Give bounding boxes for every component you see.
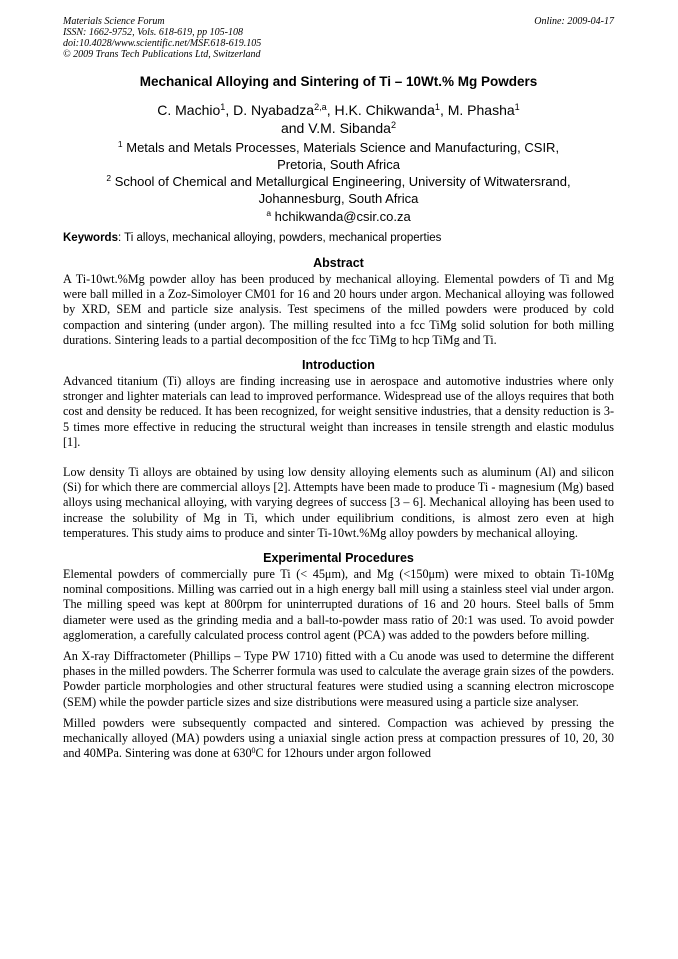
author-name: H.K. Chikwanda (334, 102, 435, 118)
introduction-heading: Introduction (302, 358, 375, 373)
abstract-text: A Ti-10wt.%Mg powder alloy has been produced by mechanical alloying. Elemental powders of Ti and Mg were ball milled in a Zoz-Simoloyer CM01 for 16 and 20 hours under argon. Mechanical alloying was followed by XRD, SEM and particle size analysis. Test specimens of the milled powders were produced by cold compaction and sintering (under argon). The milling resulted into a fcc TiMg solid solution for both milling durations. Sintering leads to a partial decomposition of the fcc TiMg to hcp TiMg and Ti. (63, 272, 614, 347)
affiliation-1 (63, 139, 614, 173)
copyright-line: © 2009 Trans Tech Publications Ltd, Switzerland (63, 49, 261, 60)
author-affil-mark: 2 (390, 120, 397, 130)
journal-name: Materials Science Forum (63, 16, 165, 27)
email-mark: a (266, 208, 272, 219)
paper-page (63, 16, 614, 761)
experimental-paragraph-3 (63, 716, 614, 762)
affiliation-text: School of Chemical and Metallurgical Engineering, University of Witwatersrand, (114, 174, 571, 189)
doi-line: doi:10.4028/www.scientific.net/MSF.618-619.105 (63, 38, 262, 49)
paragraph-text: C for 12hours under argon followed (255, 746, 431, 761)
affiliation-2 (63, 173, 614, 207)
experimental-paragraph-2: An X-ray Diffractometer (Phillips – Type PW 1710) fitted with a Cu anode was used to determine the different phases in the milled powders. The Scherrer formula was used to calculate the average grain sizes of the powders. Powder particle morphologies and other structural features were studied using a scanning electron microscope (SEM) while the powder particle sizes and size distributions were measured using a particle size analyser. (63, 649, 614, 709)
author-name: M. Phasha (447, 102, 515, 118)
intro-paragraph-1: Advanced titanium (Ti) alloys are finding increasing use in aerospace and automotive industries where only stronger and lighter materials can lead to improved performance. Widespread use of the alloys requires that both cost and density be reduced. It has been recognized, for weight sensitive industries, that a density reduction is 3-5 times more effective in reducing the structural weight than increases in tensile strength and elastic modulus [1]. (63, 374, 614, 449)
affiliation-text: Pretoria, South Africa (277, 157, 400, 172)
author-affil-mark: 1 (434, 102, 440, 112)
intro-paragraph-2: Low density Ti alloys are obtained by using low density alloying elements such as aluminum (Al) and silicon (Si) for which there are commercial alloys [2]. Attempts have been made to produce Ti - magnesium (Mg) based alloys using mechanical alloying, with varying degrees of success [3 – 6]. Mechanical alloying has been used to increase the solubility of Mg in Ti, which under equilibrium conditions, is almost zero even at high temperatures. This study aims to produce and sinter Ti-10wt.%Mg alloy powders by mechanical alloying. (63, 465, 614, 540)
issn-line: ISSN: 1662-9752, Vols. 618-619, pp 105-108 (63, 27, 243, 38)
online-date: Online: 2009-04-17 (534, 16, 614, 27)
author-list: C. Machio$^1$, D. Nyabadza$^{2,a}$, H.K. Chikwanda$^1$, M. Phasha$^1$ and V.M. Sibanda$^2$ (157, 102, 520, 136)
affiliation-text: Metals and Metals Processes, Materials Science and Manufacturing, CSIR, (126, 140, 560, 155)
affiliation-mark: 2 (106, 173, 112, 184)
email-address: hchikwanda@csir.co.za (274, 209, 411, 224)
author-name: D. Nyabadza (233, 102, 315, 118)
author-affil-mark: 2,a (314, 102, 327, 112)
abstract-heading: Abstract (313, 256, 364, 270)
affiliation-mark: 1 (117, 139, 123, 150)
author-name: C. Machio (157, 102, 221, 118)
journal-header (63, 16, 614, 60)
author-affil-mark: 1 (220, 102, 226, 112)
keywords-label: Keywords (63, 232, 118, 244)
experimental-heading: Experimental Procedures (263, 551, 414, 566)
paper-title: Mechanical Alloying and Sintering of Ti – 10Wt.% Mg Powders (139, 74, 538, 89)
paragraph-text: Milled powders were subsequently compacted and sintered. Compaction was achieved by pressing the mechanically alloyed (MA) powders using a uniaxial single action press at compaction pressures of 10, 20, 30 and 40MPa. Sintering was done at 630 (63, 715, 614, 761)
experimental-paragraph-1: Elemental powders of commercially pure Ti (< 45μm), and Mg (<150μm) were mixed to obtain Ti-10Mg nominal compositions. Milling was carried out in a high energy ball mill using a stainless steel vial under argon. The milling speed was kept at 800rpm for uninterrupted durations of 16 and 20 hours. Steel balls of 5mm diameter were used as the grinding media and a ball-to-powder mass ratio of 20:1 was used. To avoid powder agglomeration, a carefully calculated process control agent (PCA) was added to the powders before milling. (63, 567, 614, 642)
keywords-text: : Ti alloys, mechanical alloying, powders, mechanical properties (117, 232, 442, 244)
author-name: and V.M. Sibanda (280, 120, 391, 136)
corresponding-email (63, 208, 614, 225)
keywords-line (63, 231, 614, 246)
degree-superscript: 0 (251, 745, 256, 755)
author-affil-mark: 1 (514, 102, 520, 112)
affiliation-text: Johannesburg, South Africa (258, 191, 419, 206)
